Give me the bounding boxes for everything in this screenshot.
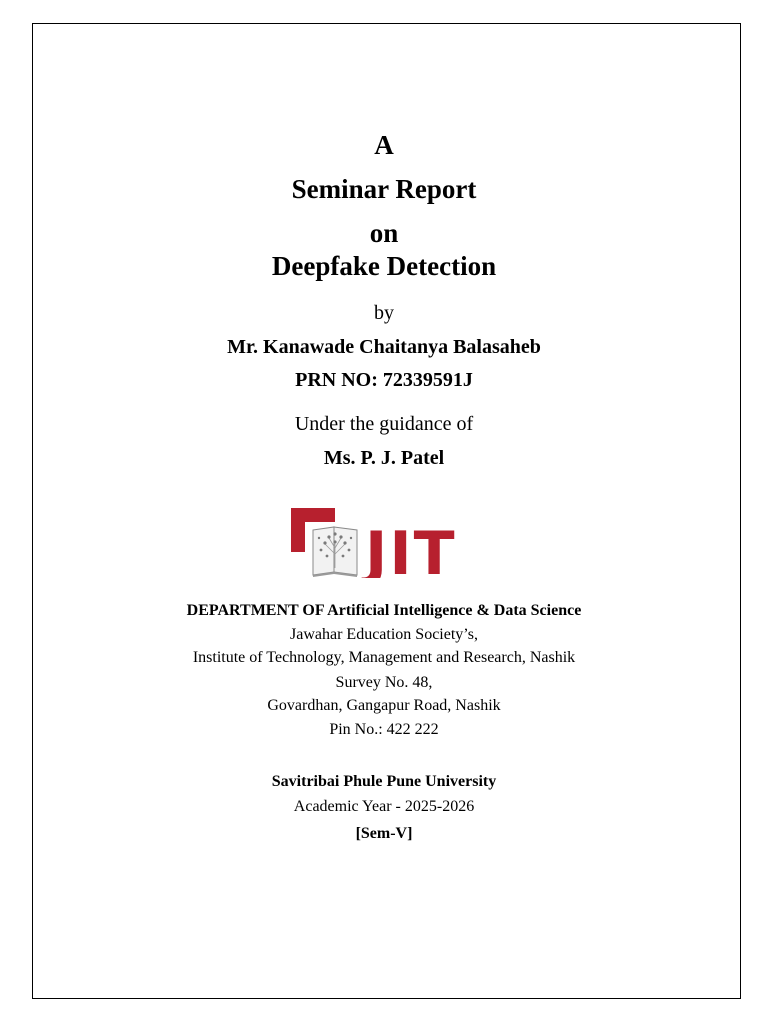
pin-number: Pin No.: 422 222 xyxy=(329,721,439,738)
logo-text: JIT xyxy=(365,519,457,578)
author-prn: PRN NO: 72339591J xyxy=(295,369,473,391)
department-name: DEPARTMENT OF Artificial Intelligence & Data Science xyxy=(186,602,582,619)
institute-name: Institute of Technology, Management and Research, Nashik xyxy=(192,649,576,666)
book-tree-icon xyxy=(289,508,479,578)
title-line-a: A xyxy=(374,130,394,160)
academic-year: Academic Year - 2025-2026 xyxy=(293,798,475,815)
society-name: Jawahar Education Society’s, xyxy=(290,626,478,643)
university-name: Savitribai Phule Pune University xyxy=(271,773,497,790)
by-label: by xyxy=(374,302,394,324)
jit-logo xyxy=(289,508,479,578)
guidance-label: Under the guidance of xyxy=(294,413,474,435)
semester: [Sem-V] xyxy=(355,825,413,842)
address-road: Govardhan, Gangapur Road, Nashik xyxy=(267,697,501,714)
guide-name: Ms. P. J. Patel xyxy=(323,447,445,469)
author-name: Mr. Kanawade Chaitanya Balasaheb xyxy=(227,336,541,358)
title-line-on: on xyxy=(369,218,399,248)
survey-number: Survey No. 48, xyxy=(335,674,433,691)
title-line-seminar-report: Seminar Report xyxy=(291,174,477,204)
title-line-topic: Deepfake Detection xyxy=(271,251,497,281)
